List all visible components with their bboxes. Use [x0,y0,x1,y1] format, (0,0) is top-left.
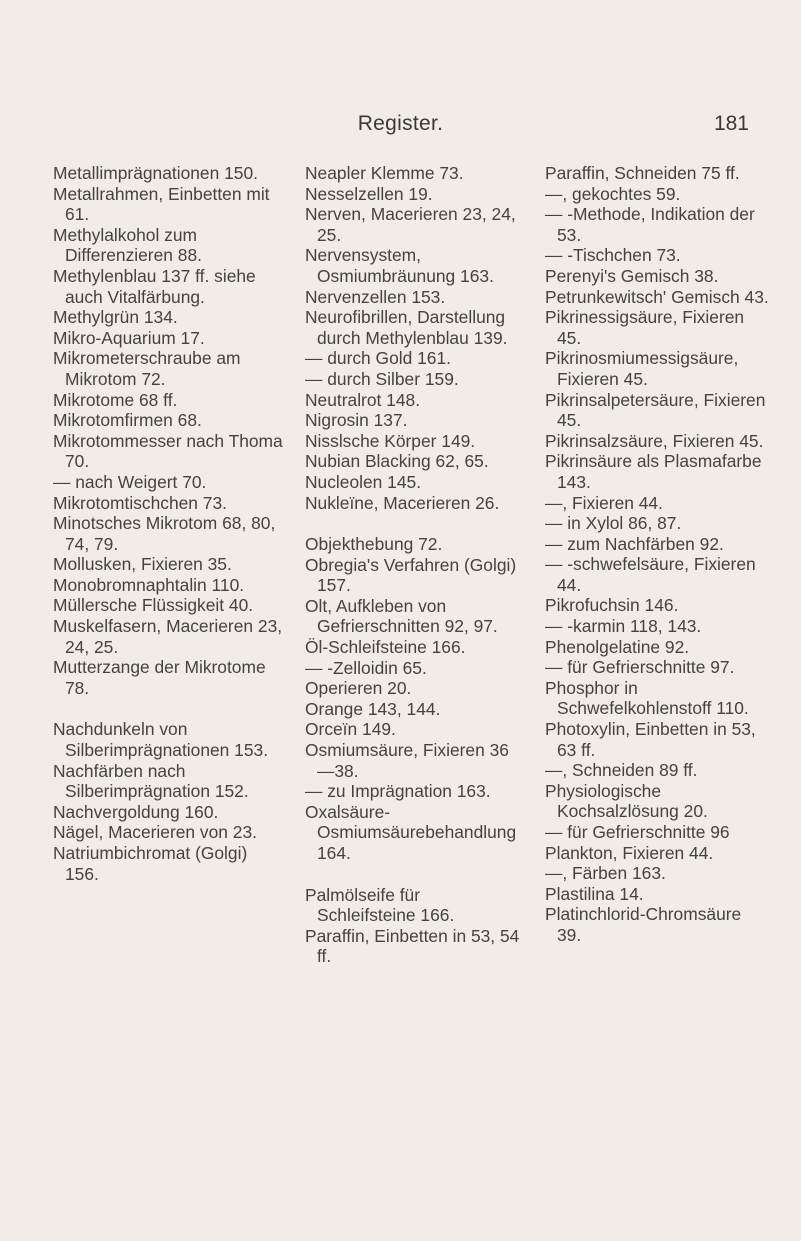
index-entry: — -Methode, Indikation der 53. [545,204,755,245]
index-entry: — für Gefrierschnitte 96 [545,822,730,842]
index-entry: Physiologische Kochsalzlösung 20. [545,780,708,822]
running-title: Register. [357,112,444,135]
index-entry: Perenyi's Gemisch 38. [545,265,719,286]
index-entry: Müllersche Flüssigkeit 40. [53,595,254,616]
index-entry: — zum Nachfärben 92. [545,533,724,554]
index-entry: Nervenzellen 153. [305,286,446,307]
page-header [0,112,801,142]
index-entry: Palmölseife für Schleifsteine 166. [305,884,455,926]
index-entry: Pikrinosmiumessigsäure, Fixieren 45. [545,348,739,389]
section-gap [53,698,285,719]
index-entry: Paraffin, Schneiden 75 ff. [545,163,740,183]
index-entry: Mikrometerschraube am Mikrotom 72. [53,348,241,389]
index-entry: Pikrinsalzsäure, Fixieren 45. [545,430,764,451]
index-entry: Methylgrün 134. [53,307,178,328]
index-entry: Methylalkohol zum Differenzieren 88. [53,224,202,266]
index-column-right [545,163,770,946]
index-column-middle [305,163,520,967]
index-entry: Nerven, Macerieren 23, 24, 25. [305,204,516,245]
index-entry: Obregia's Verfahren (Golgi) 157. [305,554,517,596]
index-entry: — durch Silber 159. [305,368,459,389]
index-entry: Nubian Blacking 62, 65. [305,451,489,472]
index-entry: — -Tischchen 73. [545,245,681,266]
index-entry: Nachdunkeln von Silberimprägnationen 153. [53,719,269,761]
index-entry: Plastilina 14. [545,883,644,904]
index-entry: Phenolgelatine 92. [545,636,690,657]
index-entry: — in Xylol 86, 87. [545,513,682,534]
index-entry: — zu Imprägnation 163. [305,781,491,802]
index-entry: Öl-Schleifsteine 166. [305,637,466,658]
index-entry: Minotsches Mikrotom 68, 80, 74, 79. [53,513,276,554]
index-entry: Nucleolen 145. [305,471,422,492]
index-column-left [53,163,285,884]
index-entry: Nukleïne, Macerieren 26. [305,492,500,513]
index-entry: —, Fixieren 44. [545,492,663,513]
index-entry: Olt, Aufkleben von Gefrierschnitten 92, 97. [305,595,498,637]
index-entry: Natriumbichromat (Golgi) 156. [53,843,248,884]
index-entry: Pikrinsalpetersäure, Fixieren 45. [545,389,766,431]
index-entry: Mikrotommesser nach Thoma 70. [53,430,283,472]
index-entry: Mutterzange der Mikrotome 78. [53,657,266,698]
index-entry: Mikrotomtischchen 73. [53,492,227,513]
index-entry: Platinchlorid-Chromsäure 39. [545,904,742,945]
index-entry: Pikrofuchsin 146. [545,595,679,616]
index-entry: Mikrotome 68 ff. [53,389,178,410]
index-entry: — nach Weigert 70. [53,471,207,492]
index-entry: Mollusken, Fixieren 35. [53,554,232,575]
index-entry: Metallrahmen, Einbetten mit 61. [53,183,270,225]
index-entry: Osmiumsäure, Fixieren 36—38. [305,740,509,781]
index-entry: — für Gefrierschnitte 97. [545,657,735,678]
index-entry: Objekthebung 72. [305,534,443,555]
index-entry: Nachvergoldung 160. [53,801,219,822]
index-entry: Methylenblau 137 ff. siehe auch Vitalfärbung. [53,265,256,307]
index-entry: Oxalsäure-Osmiumsäurebehandlung 164. [305,801,517,863]
index-entry: Petrunkewitsch' Gemisch 43. [545,286,769,307]
index-entry: Nisslsche Körper 149. [305,430,476,451]
index-entry: Mikro-Aquarium 17. [53,327,205,348]
index-entry: Orceïn 149. [305,719,396,740]
index-entry: Nägel, Macerieren von 23. [53,822,257,843]
index-entry: Muskelfasern, Macerieren 23, 24, 25. [53,616,283,657]
index-entry: Photoxylin, Einbetten in 53, 63 ff. [545,719,756,760]
page-number: 181 [713,112,749,135]
index-entry: Neurofibrillen, Darstellung durch Methylenblau 139. [305,307,508,348]
section-gap [305,513,520,534]
index-entry: — -karmin 118, 143. [545,616,702,637]
index-entry: Nachfärben nach Silberimprägnation 152. [53,760,249,802]
index-entry: Neutralrot 148. [305,389,421,410]
index-entry: Plankton, Fixieren 44. [545,842,714,863]
section-gap [305,864,520,885]
index-entry: —, gekochtes 59. [545,183,681,204]
index-entry: Pikrinessigsäure, Fixieren 45. [545,307,745,348]
index-entry: —, Schneiden 89 ff. [545,760,698,781]
index-entry: — -schwefelsäure, Fixieren 44. [545,554,756,595]
index-entry: Nesselzellen 19. [305,183,433,204]
index-entry: Pikrinsäure als Plasmafarbe 143. [545,451,762,492]
index-entry: Neapler Klemme 73. [305,163,464,183]
index-entry: Phosphor in Schwefelkohlenstoff 110. [545,677,749,719]
index-entry: — -Zelloidin 65. [305,657,427,678]
index-entry: Monobromnaphtalin 110. [53,574,245,595]
index-entry: Metallimprägnationen 150. [53,163,258,183]
index-entry: — durch Gold 161. [305,348,451,369]
index-entry: Paraffin, Einbetten in 53, 54 ff. [305,925,520,967]
index-entry: Orange 143, 144. [305,698,441,719]
index-entry: Nigrosin 137. [305,410,408,431]
index-entry: Mikrotomfirmen 68. [53,410,202,431]
index-entry: —, Färben 163. [545,863,666,884]
index-entry: Operieren 20. [305,678,412,699]
index-entry: Nervensystem, Osmiumbräunung 163. [305,245,494,286]
